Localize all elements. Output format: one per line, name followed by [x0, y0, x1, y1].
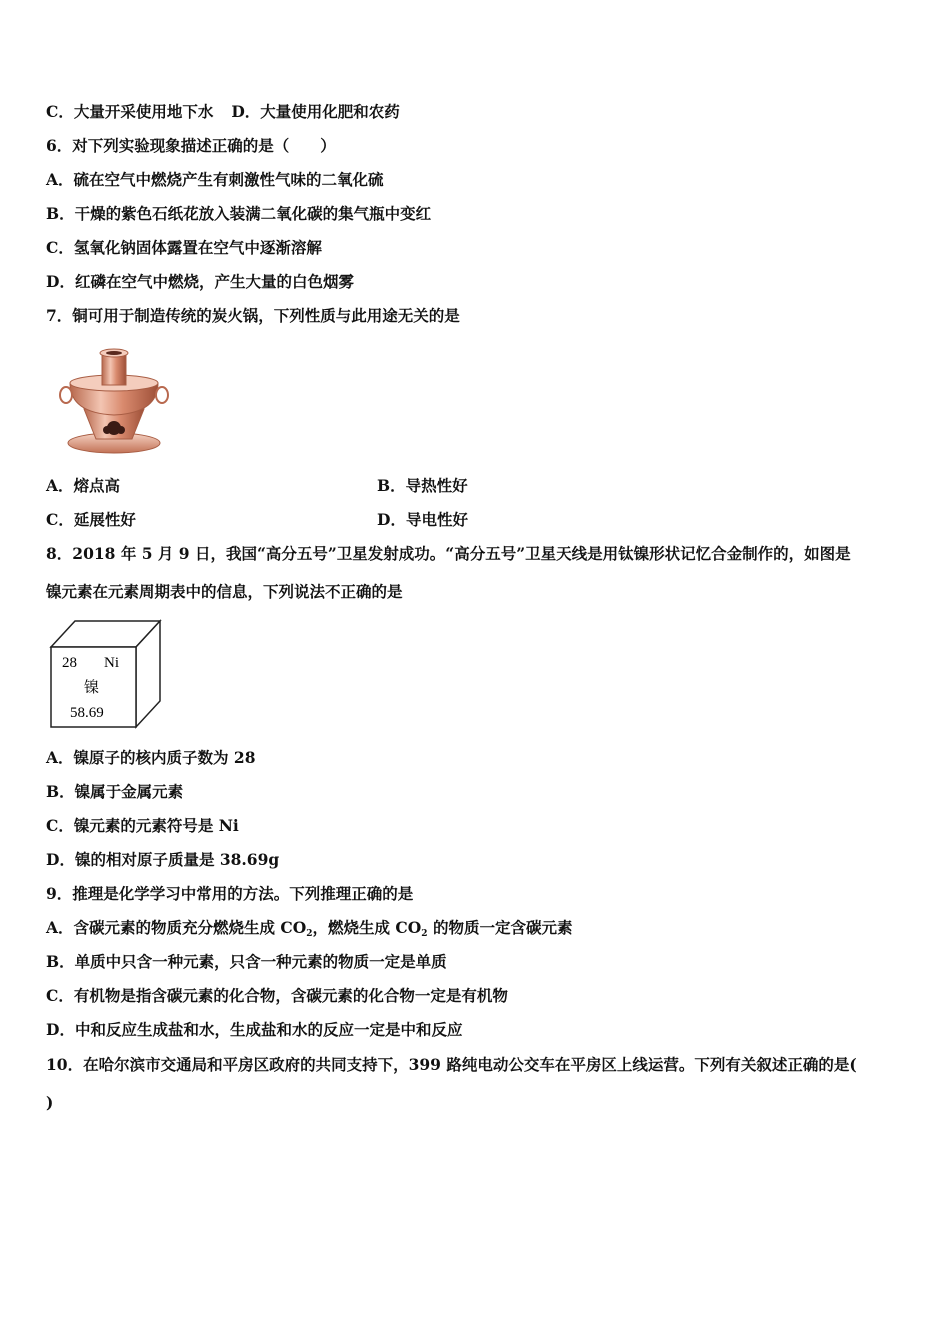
element-name: 镍 [84, 680, 100, 696]
nickel-element-cell [48, 617, 164, 729]
q9-option-a-sub1: 2 [306, 929, 313, 939]
q9-option-c: C．有机物是指含碳元素的化合物，含碳元素的化合物一定是有机物 [46, 986, 508, 1005]
q10-stem-line2: ) [46, 1093, 54, 1112]
q6-option-b: B．干燥的紫色石纸花放入装满二氧化碳的集气瓶中变红 [46, 204, 432, 223]
q7-option-a: A．熔点高 [46, 476, 121, 495]
q7-stem: 7．铜可用于制造传统的炭火锅，下列性质与此用途无关的是 [46, 306, 460, 325]
q9-option-a-part3: 的物质一定含碳元素 [427, 918, 573, 937]
q8-option-b: B．镍属于金属元素 [46, 782, 184, 801]
element-symbol: Ni [104, 655, 119, 671]
element-mass: 58.69 [70, 705, 104, 721]
q6-option-d: D．红磷在空气中燃烧，产生大量的白色烟雾 [46, 272, 354, 291]
q7-option-d: D．导电性好 [377, 510, 468, 529]
q7-option-c: C．延展性好 [46, 510, 136, 529]
copper-hotpot-image [56, 345, 172, 457]
q9-option-b: B．单质中只含一种元素，只含一种元素的物质一定是单质 [46, 952, 447, 971]
q9-option-a-part1: A．含碳元素的物质充分燃烧生成 CO [46, 918, 307, 937]
q9-option-a-part2: ，燃烧生成 CO [312, 918, 422, 937]
q6-stem: 6．对下列实验现象描述正确的是（ ） [46, 136, 336, 155]
q8-option-d: D．镍的相对原子质量是 38.69g [46, 850, 280, 869]
q9-option-a [46, 918, 572, 944]
q9-stem: 9．推理是化学学习中常用的方法。下列推理正确的是 [46, 884, 414, 903]
q8-option-c: C．镍元素的元素符号是 Ni [46, 816, 239, 835]
q8-option-a: A．镍原子的核内质子数为 28 [46, 748, 256, 767]
q5-option-d: D．大量使用化肥和农药 [231, 102, 400, 121]
q9-option-a-sub2: 2 [421, 929, 428, 939]
q5-option-c: C．大量开采使用地下水 [46, 102, 214, 121]
q7-option-b: B．导热性好 [377, 476, 468, 495]
q10-stem-line1: 10．在哈尔滨市交通局和平房区政府的共同支持下，399 路纯电动公交车在平房区上线运营。下列有关叙述正确的是( [46, 1055, 857, 1074]
q5-options-cd [46, 102, 400, 122]
q6-option-c: C．氢氧化钠固体露置在空气中逐渐溶解 [46, 238, 322, 257]
q9-option-d: D．中和反应生成盐和水，生成盐和水的反应一定是中和反应 [46, 1020, 463, 1039]
q8-stem-line1: 8．2018 年 5 月 9 日，我国“高分五号”卫星发射成功。“高分五号”卫星天线是用钛镍形状记忆合金制作的，如图是 [46, 544, 851, 563]
q6-option-a: A．硫在空气中燃烧产生有刺激性气味的二氧化硫 [46, 170, 384, 189]
q8-stem-line2: 镍元素在元素周期表中的信息，下列说法不正确的是 [46, 582, 403, 601]
element-number: 28 [62, 655, 77, 671]
